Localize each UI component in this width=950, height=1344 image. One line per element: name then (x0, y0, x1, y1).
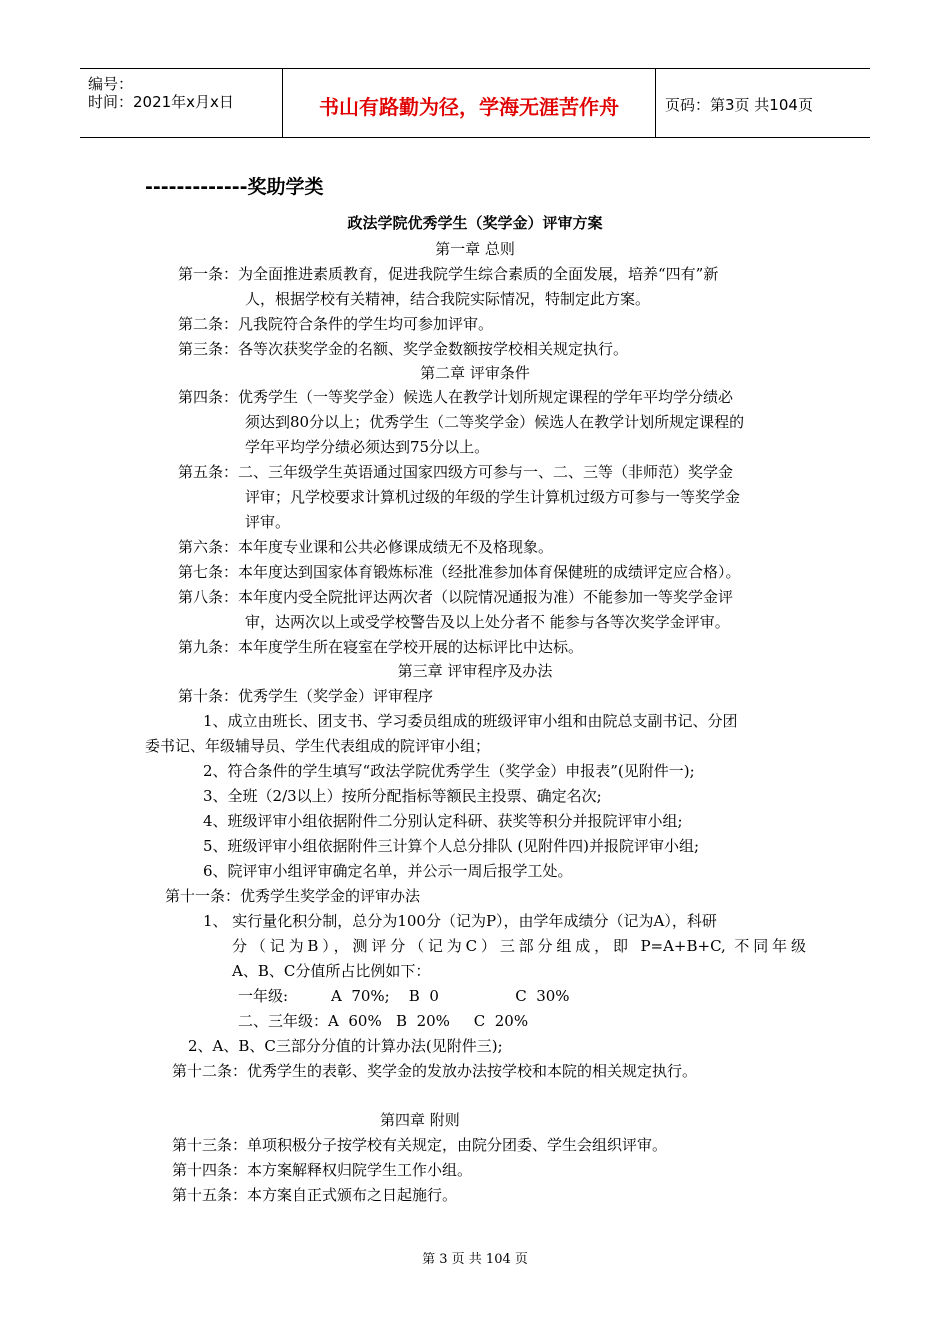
article-2: 第二条：凡我院符合条件的学生均可参加评审。 (178, 315, 494, 333)
article-11: 第十一条：优秀学生奖学金的评审办法 (165, 887, 421, 905)
method-1-line-3: A、B、C分值所占比例如下： (232, 962, 431, 980)
article-13: 第十三条：单项积极分子按学校有关规定，由院分团委、学生会组织评审。 (172, 1136, 668, 1154)
article-14: 第十四条：本方案解释权归院学生工作小组。 (172, 1161, 473, 1179)
procedure-6: 6、院评审小组评审确定名单，并公示一周后报学工处。 (203, 862, 573, 880)
number-label: 编号： (88, 75, 134, 93)
method-1-line-1: 1、 实行量化积分制，总分为100分（记为P），由学年成绩分（记为A），科研 (203, 912, 717, 930)
page-label: 页码：第3页 共104页 (665, 96, 813, 114)
article-5-line-3: 评审。 (245, 513, 291, 531)
motto-text: 书山有路勤为径，学海无涯苦作舟 (319, 95, 619, 119)
page-header (80, 68, 870, 138)
method-1-line-2: 分（记为B），测评分（记为C）三部分组成，即 P=A+B+C, 不同年级 (232, 937, 806, 955)
chapter-1-heading: 第一章 总则 (435, 240, 515, 258)
procedure-1-line-2: 委书记、年级辅导员、学生代表组成的院评审小组； (145, 737, 491, 755)
article-6: 第六条：本年度专业课和公共必修课成绩无不及格现象。 (178, 538, 554, 556)
document-title: 政法学院优秀学生（奖学金）评审方案 (347, 214, 603, 232)
article-7: 第七条：本年度达到国家体育锻炼标准（经批准参加体育保健班的成绩评定应合格）。 (178, 563, 741, 581)
header-info-cell (80, 69, 282, 137)
article-5-line-2: 评审；凡学校要求计算机过级的年级的学生计算机过级方可参与一等奖学金 (245, 488, 741, 506)
date-label: 时间：2021年x月x日 (88, 93, 234, 111)
header-motto-cell (282, 69, 656, 137)
category-heading: -------------奖助学类 (145, 176, 324, 198)
article-1-line-2: 人，根据学校有关精神，结合我院实际情况，特制定此方案。 (245, 290, 651, 308)
procedure-4: 4、班级评审小组依据附件二分别认定科研、获奖等积分并报院评审小组; (203, 812, 683, 830)
article-9: 第九条：本年度学生所在寝室在学校开展的达标评比中达标。 (178, 638, 584, 656)
article-10: 第十条：优秀学生（奖学金）评审程序 (178, 687, 434, 705)
chapter-2-heading: 第二章 评审条件 (420, 364, 530, 382)
article-4-line-1: 第四条：优秀学生（一等奖学金）候选人在教学计划所规定课程的学年平均学分绩必 (178, 388, 734, 406)
article-8-line-2: 审，达两次以上或受学校警告及以上处分者不 能参与各等次奖学金评审。 (245, 613, 730, 631)
chapter-4-heading: 第四章 附则 (380, 1111, 460, 1129)
article-15: 第十五条：本方案自正式颁布之日起施行。 (172, 1186, 458, 1204)
article-5-line-1: 第五条：二、三年级学生英语通过国家四级方可参与一、二、三等（非师范）奖学金 (178, 463, 734, 481)
procedure-5: 5、班级评审小组依据附件三计算个人总分排队 (见附件四)并报院评审小组; (203, 837, 700, 855)
article-4-line-3: 学年平均学分绩必须达到75分以上。 (245, 438, 490, 456)
article-3: 第三条：各等次获奖学金的名额、奖学金数额按学校相关规定执行。 (178, 340, 629, 358)
article-1-line-1: 第一条：为全面推进素质教育，促进我院学生综合素质的全面发展，培养“四有”新 (178, 265, 719, 283)
method-1-first-year-ratio: 一年级: A 70%; B 0 C 30% (238, 987, 570, 1005)
article-4-line-2: 须达到80分以上；优秀学生（二等奖学金）候选人在教学计划所规定课程的 (245, 413, 745, 431)
header-page-cell (655, 69, 870, 137)
chapter-3-heading: 第三章 评审程序及办法 (397, 662, 553, 680)
method-1-upper-year-ratio: 二、三年级：A 60% B 20% C 20% (238, 1012, 529, 1030)
procedure-1-line-1: 1、成立由班长、团支书、学习委员组成的班级评审小组和由院总支副书记、分团 (203, 712, 738, 730)
procedure-3: 3、全班（2/3以上）按所分配指标等额民主投票、确定名次; (203, 787, 602, 805)
procedure-2: 2、符合条件的学生填写“政法学院优秀学生（奖学金）申报表”(见附件一); (203, 762, 695, 780)
method-2: 2、A、B、C三部分分值的计算办法(见附件三); (188, 1037, 503, 1055)
page-footer: 第 3 页 共 104 页 (422, 1252, 528, 1267)
article-8-line-1: 第八条：本年度内受全院批评达两次者（以院情况通报为准）不能参加一等奖学金评 (178, 588, 734, 606)
article-12: 第十二条：优秀学生的表彰、奖学金的发放办法按学校和本院的相关规定执行。 (172, 1062, 698, 1080)
